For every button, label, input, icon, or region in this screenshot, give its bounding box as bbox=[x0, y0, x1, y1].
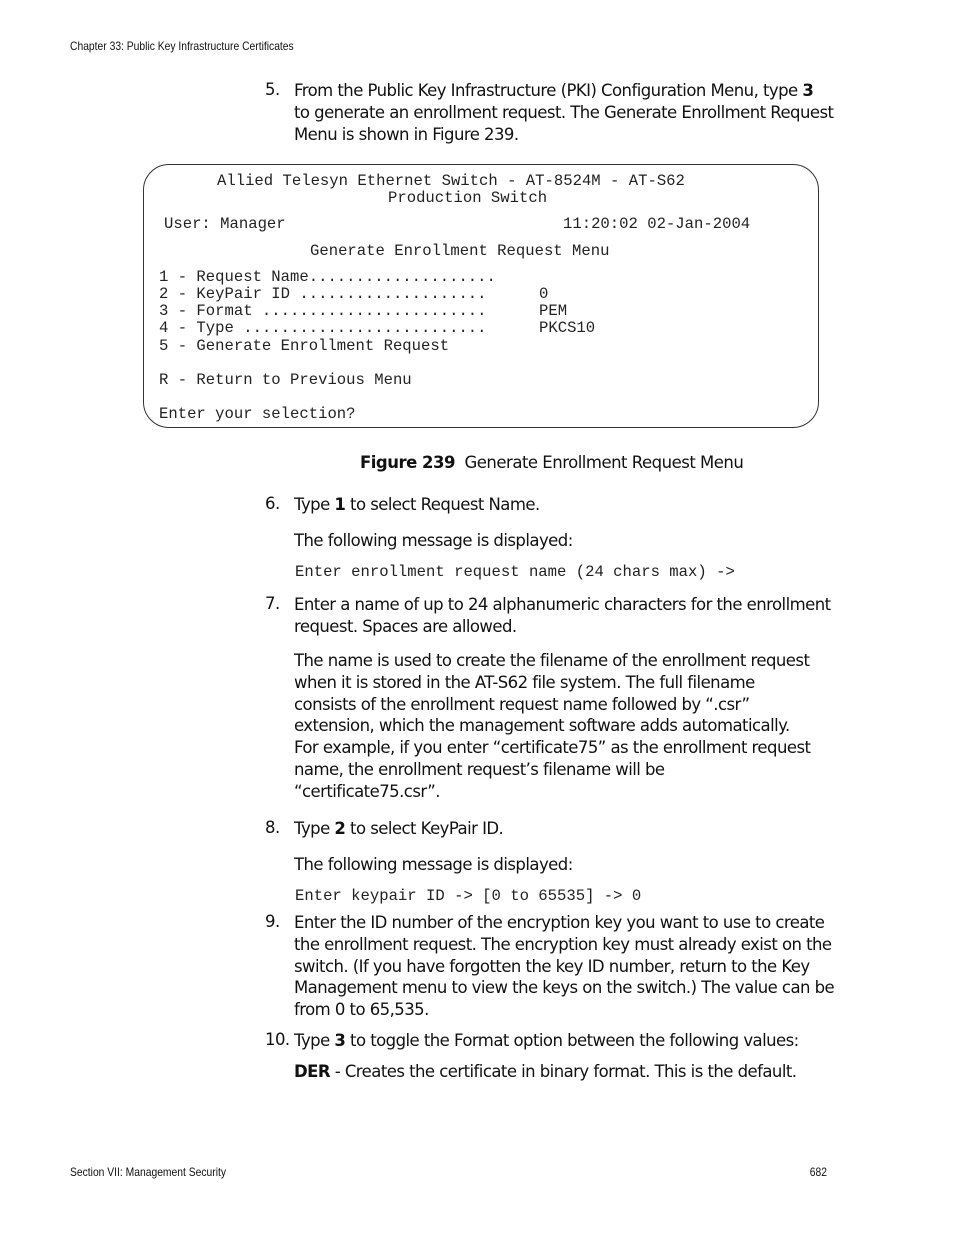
step8-key: 2 bbox=[334, 819, 346, 838]
step7-p-line: extension, which the management software adds automatically. bbox=[294, 716, 790, 736]
step9-line: Enter the ID number of the encryption key you want to use to create bbox=[294, 913, 825, 932]
figure-title: Generate Enrollment Request Menu bbox=[464, 453, 744, 472]
step8-a: Type bbox=[294, 819, 335, 838]
step6-text bbox=[294, 494, 540, 516]
step9-text bbox=[294, 912, 834, 1021]
terminal-user: User: Manager bbox=[164, 215, 286, 233]
der-term: DER bbox=[294, 1062, 331, 1081]
step9-line: from 0 to 65,535. bbox=[294, 1000, 429, 1020]
menu-item-type[interactable]: 4 - Type .......................... bbox=[159, 319, 487, 337]
step5-line2: to generate an enrollment request. The Generate Enrollment Request bbox=[294, 102, 834, 122]
step-number: 8. bbox=[265, 818, 280, 837]
running-footer-section: Section VII: Management Security bbox=[70, 1165, 227, 1179]
menu-item-keypair-id[interactable]: 2 - KeyPair ID .................... bbox=[159, 285, 487, 303]
step5-text bbox=[294, 80, 833, 145]
menu-item-format[interactable]: 3 - Format ........................ bbox=[159, 302, 487, 320]
page-number: 682 bbox=[809, 1165, 827, 1179]
step6-code: Enter enrollment request name (24 chars max) -> bbox=[295, 563, 735, 581]
menu-item-return[interactable]: R - Return to Previous Menu bbox=[159, 371, 412, 389]
step-number: 10. bbox=[265, 1030, 290, 1049]
step6-a: Type bbox=[294, 495, 335, 514]
menu-item-format-value: PEM bbox=[539, 302, 568, 320]
step5-line1: From the Public Key Infrastructure (PKI) Configuration Menu, type bbox=[294, 81, 803, 100]
step7-p-line: “certificate75.csr”. bbox=[294, 781, 440, 801]
step7-p-line: consists of the enrollment request name followed by “.csr” bbox=[294, 694, 750, 714]
step7-p-line: The name is used to create the filename of the enrollment request bbox=[294, 651, 810, 670]
menu-item-request-name[interactable]: 1 - Request Name.................... bbox=[159, 268, 496, 286]
figure-caption bbox=[360, 453, 743, 472]
step7-text bbox=[294, 594, 831, 638]
step9-line: switch. (If you have forgotten the key ID number, return to the Key bbox=[294, 956, 810, 976]
step5-key: 3 bbox=[802, 81, 814, 100]
step-number: 7. bbox=[265, 594, 280, 613]
step9-line: Management menu to view the keys on the switch.) The value can be bbox=[294, 978, 835, 998]
der-text: - Creates the certificate in binary format. This is the default. bbox=[330, 1062, 797, 1081]
menu-item-type-value: PKCS10 bbox=[539, 319, 596, 337]
step8-text bbox=[294, 818, 503, 840]
step6-key: 1 bbox=[334, 495, 346, 514]
step7-p-line: name, the enrollment request’s filename will be bbox=[294, 759, 665, 779]
step-number: 6. bbox=[265, 494, 280, 513]
step9-line: the enrollment request. The encryption key must already exist on the bbox=[294, 934, 832, 954]
step7-p-line: For example, if you enter “certificate75” as the enrollment request bbox=[294, 738, 811, 758]
step10-key: 3 bbox=[334, 1031, 346, 1050]
running-header: Chapter 33: Public Key Infrastructure Certificates bbox=[70, 39, 294, 53]
step6-message-label: The following message is displayed: bbox=[294, 531, 573, 550]
step7-p-line: when it is stored in the AT-S62 file system. The full filename bbox=[294, 672, 755, 692]
menu-item-keypair-id-value: 0 bbox=[539, 285, 549, 303]
figure-label: Figure 239 bbox=[360, 453, 455, 472]
terminal-datetime: 11:20:02 02-Jan-2004 bbox=[563, 215, 751, 233]
menu-item-generate[interactable]: 5 - Generate Enrollment Request bbox=[159, 337, 450, 355]
step-number: 9. bbox=[265, 912, 280, 931]
der-description bbox=[294, 1061, 796, 1083]
step5-line3: Menu is shown in Figure 239. bbox=[294, 124, 519, 144]
step8-code: Enter keypair ID -> [0 to 65535] -> 0 bbox=[295, 887, 642, 905]
terminal-menu-title: Generate Enrollment Request Menu bbox=[310, 242, 610, 260]
step8-c: to select KeyPair ID. bbox=[345, 819, 504, 838]
step10-text bbox=[294, 1030, 799, 1052]
step10-c: to toggle the Format option between the following values: bbox=[345, 1031, 799, 1050]
step7-paragraph bbox=[294, 650, 810, 803]
terminal-title: Allied Telesyn Ethernet Switch - AT-8524M - AT-S62 bbox=[217, 172, 685, 190]
step8-message-label: The following message is displayed: bbox=[294, 855, 573, 874]
terminal-prompt[interactable]: Enter your selection? bbox=[159, 405, 356, 423]
step10-a: Type bbox=[294, 1031, 335, 1050]
step7-line2: request. Spaces are allowed. bbox=[294, 616, 517, 636]
step6-c: to select Request Name. bbox=[345, 495, 540, 514]
step7-line1: Enter a name of up to 24 alphanumeric characters for the enrollment bbox=[294, 595, 831, 614]
step-number: 5. bbox=[265, 80, 280, 99]
terminal-subtitle: Production Switch bbox=[388, 189, 548, 207]
